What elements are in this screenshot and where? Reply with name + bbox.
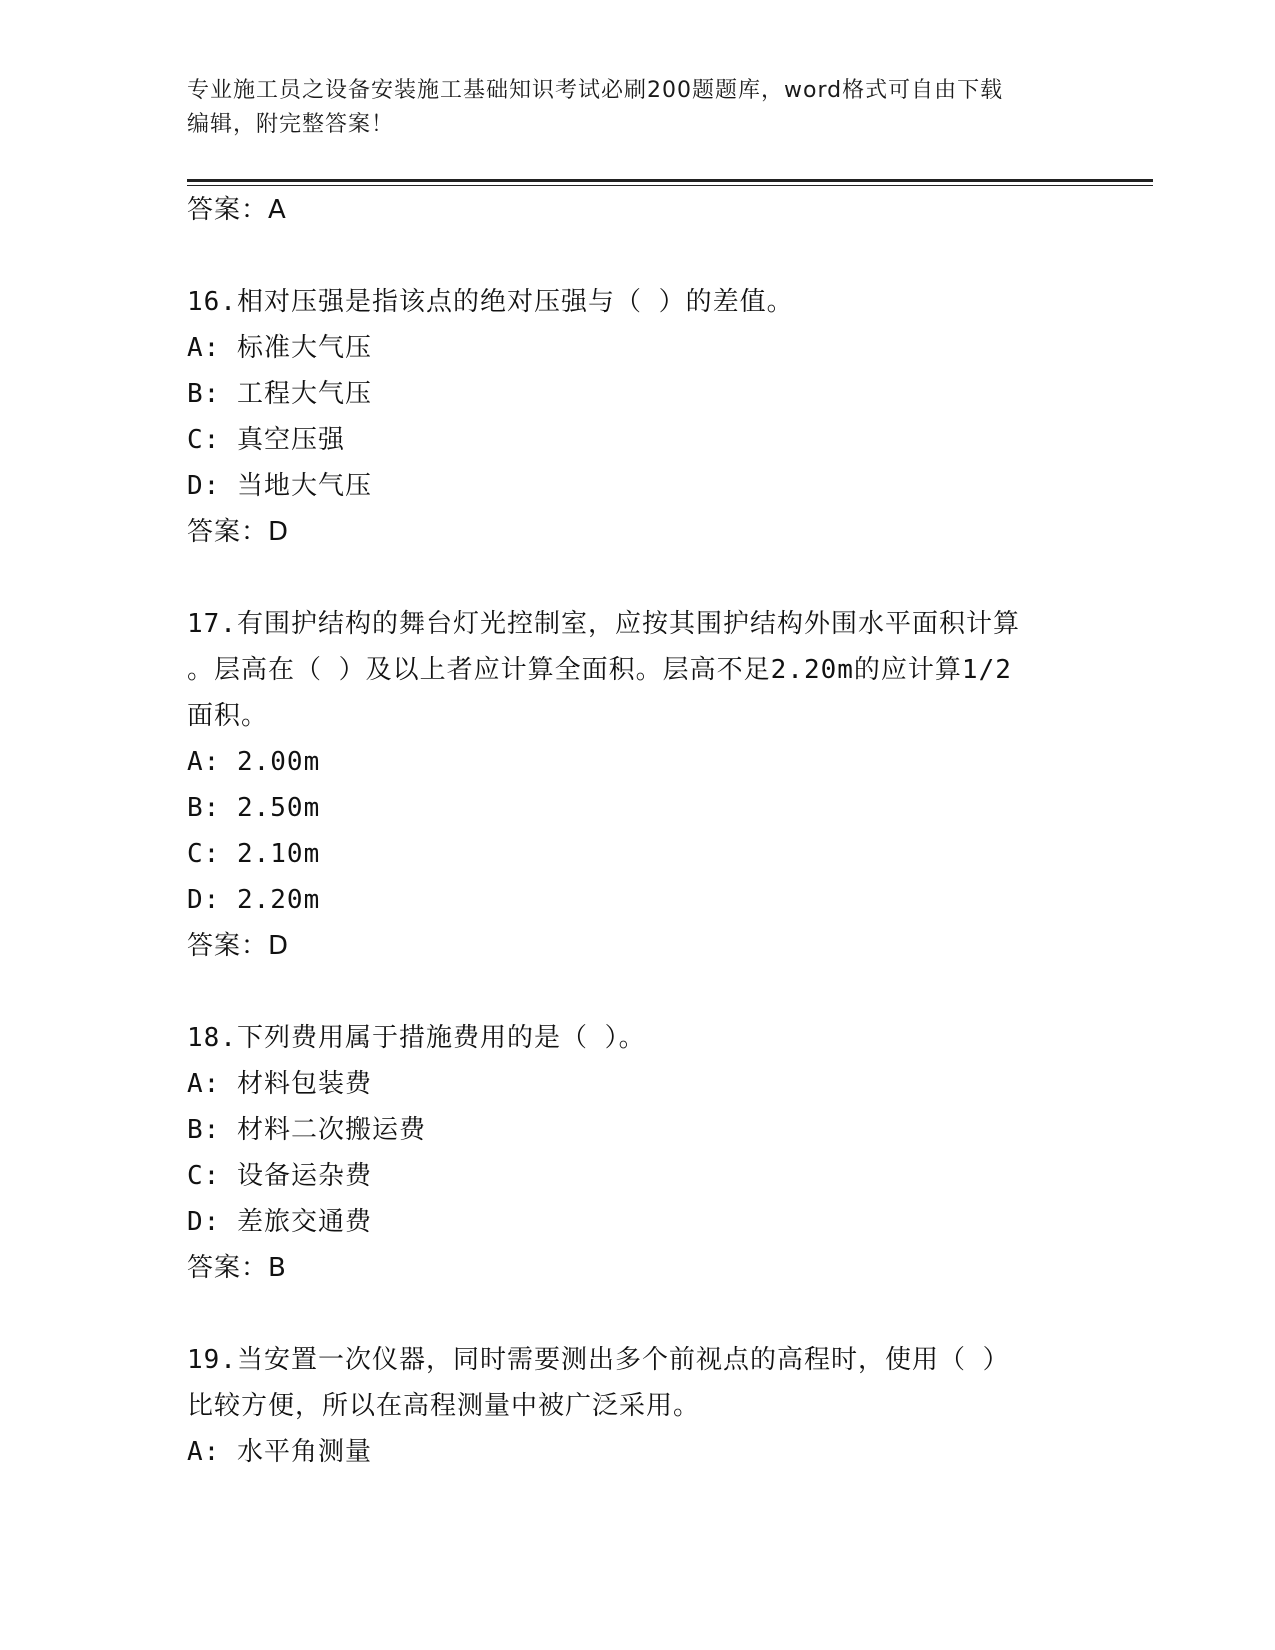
question-line: 16.相对压强是指该点的绝对压强与（ ）的差值。 <box>187 287 794 317</box>
spacer <box>187 969 1087 1015</box>
document-header <box>187 74 1067 142</box>
answer: 答案：D <box>187 931 290 961</box>
question-line: 比较方便，所以在高程测量中被广泛采用。 <box>187 1391 701 1421</box>
question-line: 。层高在（ ）及以上者应计算全面积。层高不足2.20m的应计算1/2 <box>187 655 1012 685</box>
option-c: C: 设备运杂费 <box>187 1161 372 1191</box>
answer: 答案：B <box>187 1253 287 1283</box>
question-19 <box>187 1337 1087 1475</box>
question-text <box>187 1015 1087 1061</box>
option-a: A: 2.00m <box>187 747 321 777</box>
option-d: D: 当地大气压 <box>187 471 372 501</box>
option-a: A: 水平角测量 <box>187 1437 372 1467</box>
header-line-1: 专业施工员之设备安装施工基础知识考试必刷200题题库，word格式可自由下载 <box>187 78 1004 103</box>
question-18 <box>187 1015 1087 1291</box>
question-line: 18.下列费用属于措施费用的是（ ）。 <box>187 1023 646 1053</box>
question-line: 面积。 <box>187 701 269 731</box>
option-a: A: 材料包装费 <box>187 1069 372 1099</box>
header-divider-thin <box>187 185 1153 186</box>
question-text <box>187 279 1087 325</box>
option-a: A: 标准大气压 <box>187 333 372 363</box>
option-d: D: 差旅交通费 <box>187 1207 372 1237</box>
spacer <box>187 1291 1087 1337</box>
option-b: B: 工程大气压 <box>187 379 372 409</box>
answer: 答案：D <box>187 517 290 547</box>
question-text <box>187 1337 1087 1429</box>
spacer <box>187 555 1087 601</box>
header-divider-thick <box>187 179 1153 182</box>
question-line: 19.当安置一次仪器，同时需要测出多个前视点的高程时，使用（ ） <box>187 1345 1010 1375</box>
spacer <box>187 233 1087 279</box>
option-d: D: 2.20m <box>187 885 321 915</box>
option-b: B: 2.50m <box>187 793 321 823</box>
question-text <box>187 601 1087 739</box>
option-c: C: 2.10m <box>187 839 321 869</box>
option-c: C: 真空压强 <box>187 425 345 455</box>
question-list <box>187 187 1087 1475</box>
question-16 <box>187 279 1087 555</box>
question-line: 17.有围护结构的舞台灯光控制室，应按其围护结构外围水平面积计算 <box>187 609 1020 639</box>
question-17 <box>187 601 1087 969</box>
answer-15: 答案：A <box>187 195 287 225</box>
header-line-2: 编辑，附完整答案！ <box>187 112 395 137</box>
option-b: B: 材料二次搬运费 <box>187 1115 426 1145</box>
